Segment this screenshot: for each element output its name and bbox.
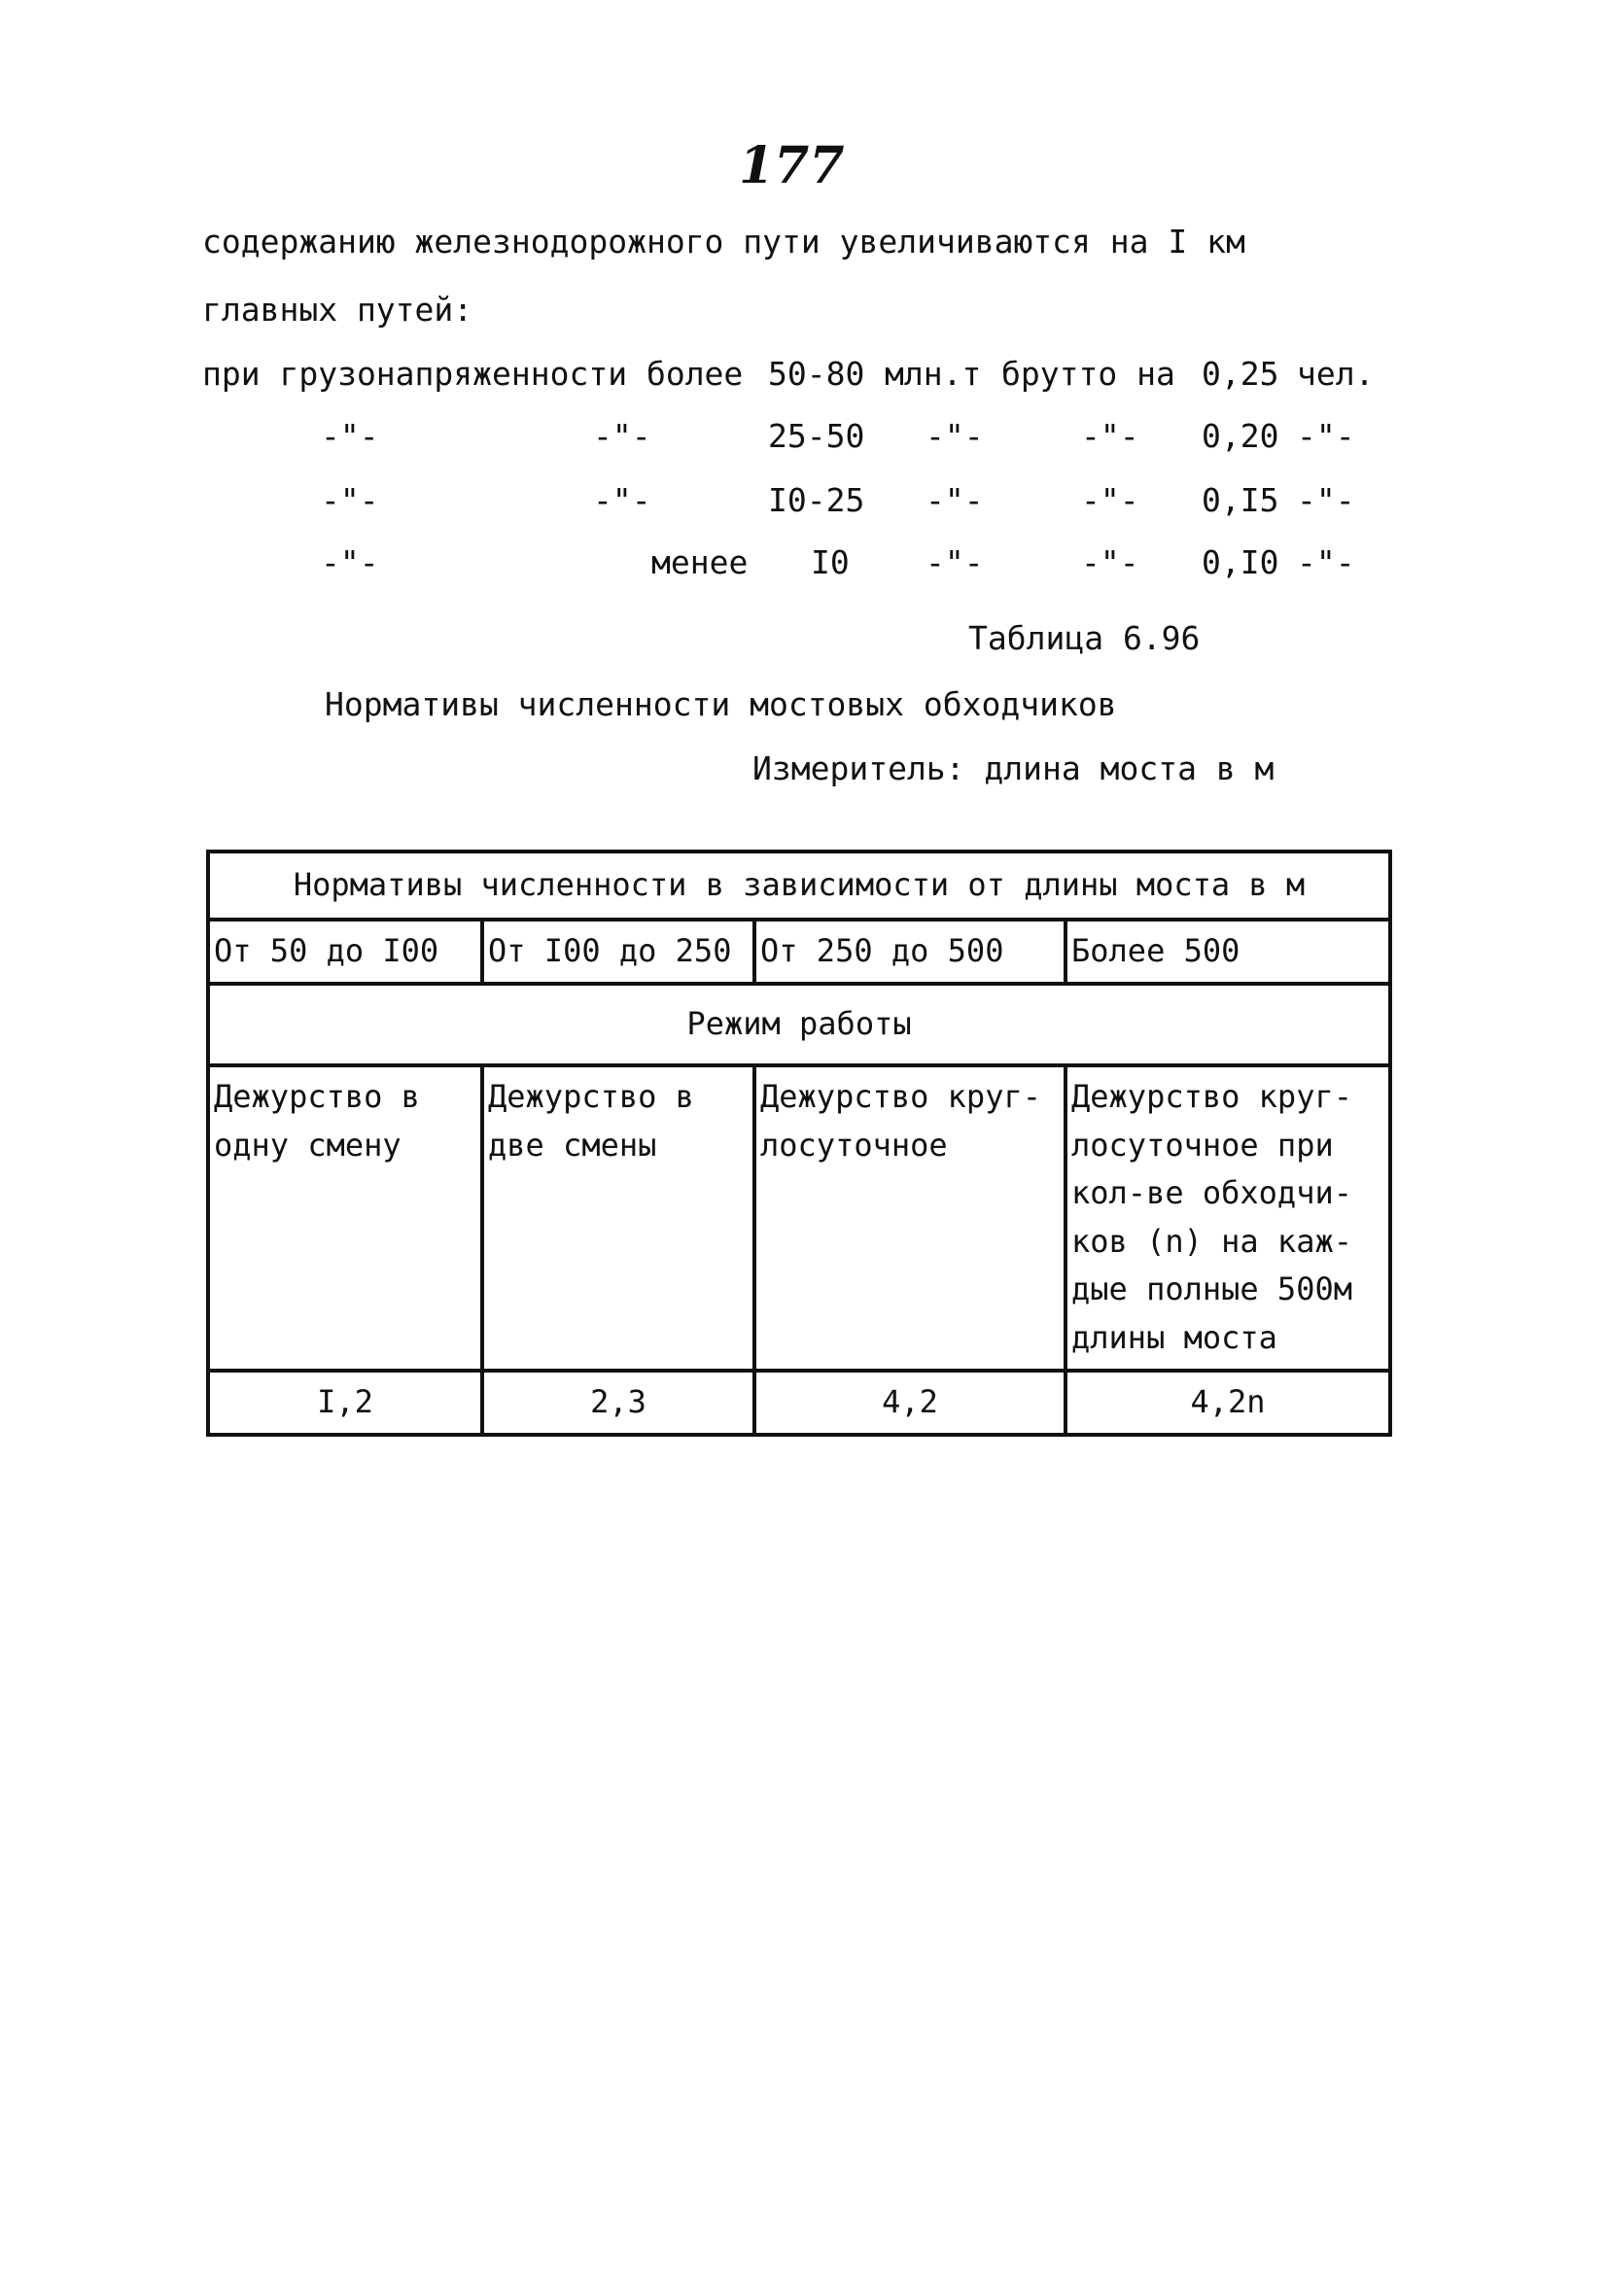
- mode-cell: Дежурство в две смены: [482, 1065, 754, 1371]
- ditto-mark: -"-: [593, 481, 651, 519]
- ditto-mark: -"-: [926, 417, 984, 455]
- intro-line-1: содержанию железнодорожного пути увеличиваются на I км: [202, 223, 1245, 261]
- length-cell: От I00 до 250: [482, 920, 754, 984]
- rate-prefix: при грузонапряженности более: [202, 355, 744, 393]
- ditto-mark: -"-: [926, 543, 984, 581]
- table-row: [208, 1371, 1390, 1435]
- rate-value: 0,25: [1202, 355, 1279, 393]
- ditto-mark: -"-: [1081, 417, 1139, 455]
- ditto-mark: -"-: [321, 417, 379, 455]
- ditto-mark: -"-: [1297, 543, 1355, 581]
- length-cell: Более 500: [1066, 920, 1390, 984]
- length-cell: От 250 до 500: [754, 920, 1066, 984]
- value-cell: I,2: [208, 1371, 482, 1435]
- ditto-mark: -"-: [1081, 543, 1139, 581]
- rate-range: 25-50: [768, 417, 865, 455]
- ditto-mark: -"-: [321, 543, 379, 581]
- rate-value: 0,I5: [1202, 481, 1279, 519]
- rate-value: 0,20: [1202, 417, 1279, 455]
- rate-kind: брутто на: [1001, 355, 1175, 393]
- ditto-mark: -"-: [321, 481, 379, 519]
- rate-range: 50-80: [768, 355, 865, 393]
- table-row: [208, 852, 1390, 920]
- ditto-mark: -"-: [1081, 481, 1139, 519]
- ditto-mark: -"-: [1297, 481, 1355, 519]
- table-title: Нормативы численности мостовых обходчиков: [325, 685, 1117, 723]
- length-cell: От 50 до I00: [208, 920, 482, 984]
- mode-cell: Дежурство в одну смену: [208, 1065, 482, 1371]
- mode-cell: Дежурство круг- лосуточное при кол-ве обходчи- ков (n) на каж- дые полные 500м длины моста: [1066, 1065, 1390, 1371]
- rate-value: 0,I0: [1202, 543, 1279, 581]
- intro-line-2: главных путей:: [202, 291, 473, 329]
- rate-range: I0-25: [768, 481, 865, 519]
- value-cell: 4,2n: [1066, 1371, 1390, 1435]
- table-row: [208, 920, 1390, 984]
- rate-unit: млн.т: [885, 355, 982, 393]
- ditto-mark: -"-: [1297, 417, 1355, 455]
- ditto-mark: -"-: [593, 417, 651, 455]
- table-row: [208, 1065, 1390, 1371]
- table-row: [208, 984, 1390, 1065]
- rate-range: I0: [811, 543, 850, 581]
- mode-header: Режим работы: [208, 984, 1390, 1065]
- mode-cell: Дежурство круг- лосуточное: [754, 1065, 1066, 1371]
- rate-suffix: чел.: [1297, 355, 1375, 393]
- page-number: 177: [739, 136, 845, 195]
- norms-table: [206, 850, 1392, 1437]
- value-cell: 4,2: [754, 1371, 1066, 1435]
- table-header: Нормативы численности в зависимости от длины моста в м: [208, 852, 1390, 920]
- table-label: Таблица 6.96: [968, 619, 1201, 657]
- measure-unit: Измеритель: длина моста в м: [752, 749, 1275, 787]
- rate-less-label: менее: [651, 543, 749, 581]
- ditto-mark: -"-: [926, 481, 984, 519]
- value-cell: 2,3: [482, 1371, 754, 1435]
